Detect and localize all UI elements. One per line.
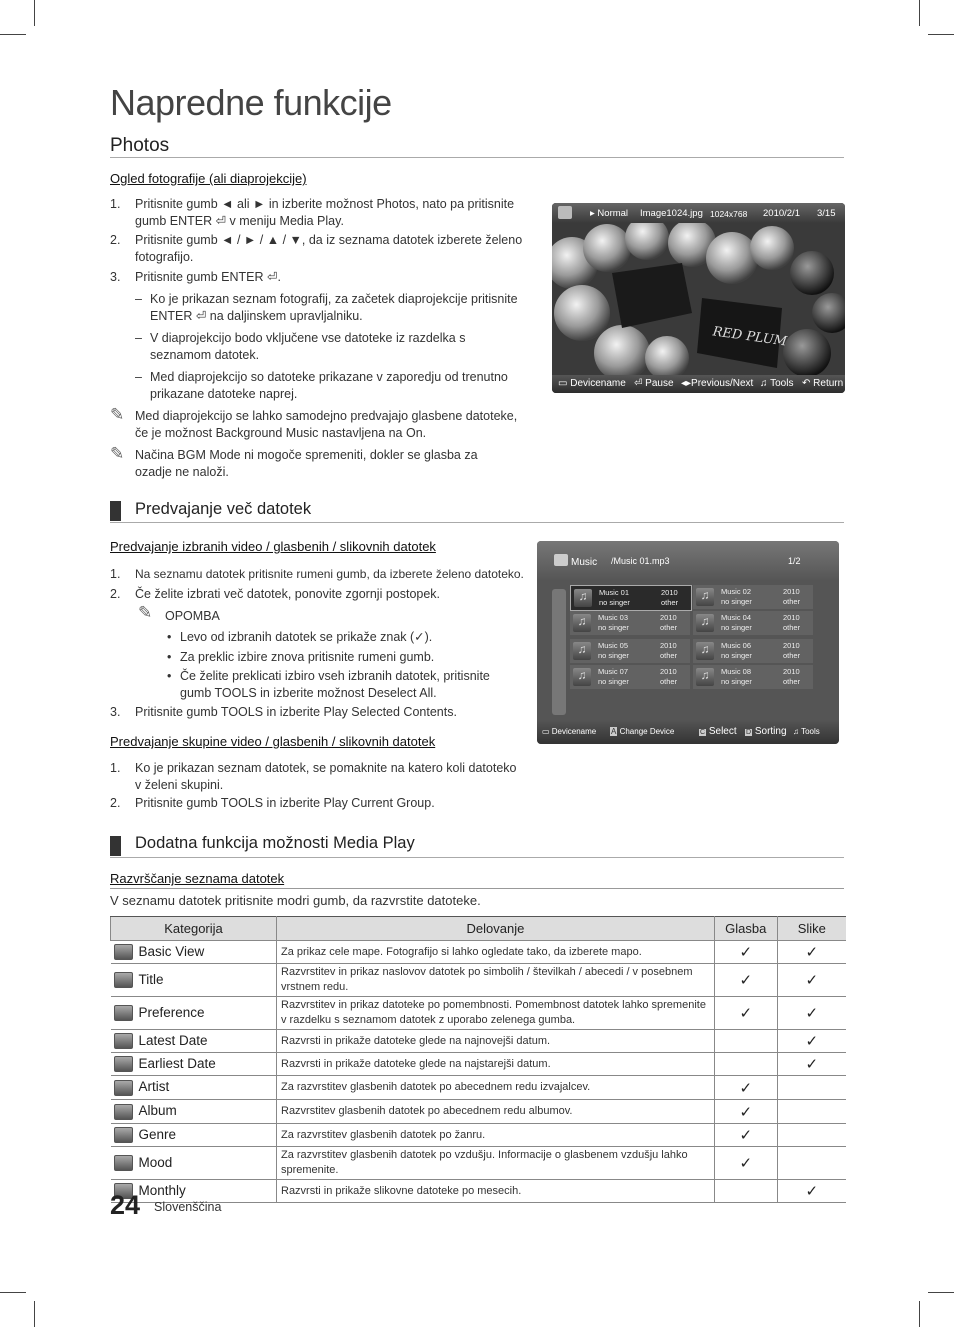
step-text: Ko je prikazan seznam datotek, se pomaknite na katero koli datoteko v želeni skupini. [135, 761, 517, 792]
table-row [111, 997, 847, 1030]
music-check: ✓ [714, 1124, 777, 1147]
crop-mark [919, 0, 920, 26]
step-text: Pritisnite gumb TOOLS in izberite Play Current Group. [135, 796, 435, 810]
music-grid [570, 585, 820, 715]
music-title: Music 02 no singer [721, 587, 752, 606]
note-pencil-icon: ✎ [110, 405, 125, 424]
music-list-screen [537, 541, 839, 744]
step-number: 1. [110, 567, 121, 581]
photo-check: ✓ [777, 1030, 846, 1053]
photo-check: ✓ [777, 964, 846, 997]
category-icon [114, 1033, 133, 1049]
extra-intro: V seznamu datotek pritisnite modri gumb, da razvrstite datoteke. [110, 893, 481, 908]
file-name: Image1024.jpg [640, 208, 703, 219]
extra-heading: Dodatna funkcija možnosti Media Play [135, 834, 415, 852]
photo-check: ✓ [777, 1053, 846, 1076]
photo-counter: 3/15 [817, 208, 836, 219]
dash-text: Ko je prikazan seznam fotografij, za začetek diaprojekcije pritisnite ENTER ⏎ na daljinskem upravljalniku. [150, 292, 518, 323]
table-row [111, 1030, 847, 1053]
music-title: Music 07 no singer [598, 667, 629, 686]
crop-mark [928, 34, 954, 35]
music-meta: 2010 other [660, 667, 678, 686]
music-meta: 2010 other [783, 587, 801, 606]
tools-button[interactable]: ♫ Tools [793, 727, 820, 736]
description-cell: Razvrstitev in prikaz naslovov datotek po simbolih / številkah / abecedi / v posebnem vrstnem redu. [277, 964, 715, 997]
dash-mark: – [135, 292, 142, 306]
category-icon [114, 1005, 133, 1021]
category-cell: Preference [111, 997, 277, 1030]
return-button[interactable]: ↶ Return [802, 378, 844, 389]
page-number: 24 [110, 1190, 141, 1220]
divider [110, 157, 844, 158]
music-note-icon: ♫ [574, 589, 592, 607]
step-text: Pritisnite gumb ◄ / ► / ▲ / ▼, da iz seznama datotek izberete želeno fotografijo. [135, 233, 523, 264]
music-note-icon: ♫ [696, 588, 714, 606]
crop-mark [919, 1301, 920, 1327]
music-meta: 2010 other [660, 613, 678, 632]
photos-subheading: Ogled fotografije (ali diaprojekcije) [110, 171, 307, 186]
music-item[interactable] [570, 611, 690, 635]
music-check: ✓ [714, 964, 777, 997]
category-cell: Earliest Date [111, 1053, 277, 1076]
divider [110, 522, 844, 523]
music-check: ✓ [714, 941, 777, 964]
col-header-category: Kategorija [111, 917, 277, 941]
music-title: Music 05 no singer [598, 641, 629, 660]
music-note-icon: ♫ [696, 614, 714, 632]
category-cell: Monthly [111, 1180, 277, 1203]
music-control-bar [537, 720, 839, 744]
photo-check: ✓ [777, 997, 846, 1030]
step-text: Na seznamu datotek pritisnite rumeni gumb, da izberete želeno datoteko. [135, 567, 524, 581]
table-row [111, 941, 847, 964]
music-note-icon: ♫ [573, 668, 591, 686]
music-check: ✓ [714, 1100, 777, 1124]
multi-subheading-1: Predvajanje izbranih video / glasbenih / slikovnih datotek [110, 539, 436, 554]
music-meta: 2010 other [660, 641, 678, 660]
music-item[interactable] [570, 665, 690, 689]
step-text: Pritisnite gumb ◄ ali ► in izberite možnost Photos, nato pa pritisnite gumb ENTER ⏎ v meniju Media Play. [135, 197, 515, 228]
step-number: 1. [110, 197, 121, 211]
category-cell: Title [111, 964, 277, 997]
category-icon [114, 1080, 133, 1096]
step-number: 2. [110, 587, 121, 601]
photo-slideshow-screen [552, 203, 845, 393]
category-icon [114, 972, 133, 988]
music-item[interactable] [570, 585, 692, 611]
tools-button[interactable]: ♫ Tools [760, 378, 794, 389]
description-cell: Razvrsti in prikaže datoteke glede na najstarejši datum. [277, 1053, 715, 1076]
description-cell: Za razvrstitev glasbenih datotek po žanru. [277, 1124, 715, 1147]
music-check: ✓ [714, 1076, 777, 1100]
music-check: ✓ [714, 997, 777, 1030]
section-marker [110, 836, 121, 856]
music-icon [554, 554, 568, 566]
page-title: Napredne funkcije [110, 82, 392, 123]
prev-next-button[interactable]: ◂▸Previous/Next [681, 378, 754, 389]
note-pencil-icon: ✎ [110, 444, 125, 463]
photo-check: ✓ [777, 941, 846, 964]
slideshow-info-bar [552, 203, 845, 223]
note-text: Med diaprojekcijo se lahko samodejno predvajajo glasbene datoteke, če je možnost Background Music nastavljena na On. [135, 409, 518, 440]
bullet-text: Za preklic izbire znova pritisnite rumeni gumb. [180, 650, 435, 664]
dash-mark: – [135, 370, 142, 384]
category-cell: Latest Date [111, 1030, 277, 1053]
col-header-action: Delovanje [277, 917, 715, 941]
divider [110, 888, 844, 889]
multi-subheading-2: Predvajanje skupine video / glasbenih / slikovnih datotek [110, 734, 436, 749]
category-icon [114, 1155, 133, 1171]
extra-subheading: Razvrščanje seznama datotek [110, 871, 285, 886]
description-cell: Za razvrstitev glasbenih datotek po vzdušju. Informacije o glasbenem vzdušju lahko spremenite. [277, 1147, 715, 1180]
table-row [111, 1124, 847, 1147]
music-item[interactable] [570, 639, 690, 663]
play-mode-indicator: ▸ Normal [590, 208, 629, 219]
music-check [714, 1030, 777, 1053]
music-meta: 2010 other [783, 667, 801, 686]
divider [110, 857, 844, 858]
photos-heading: Photos [110, 135, 170, 156]
step-number: 2. [110, 233, 121, 247]
device-button[interactable]: ▭ Devicename [542, 727, 597, 736]
note-pencil-icon: ✎ [138, 603, 153, 622]
bullet: • [167, 650, 172, 664]
screen-label: Music [571, 557, 598, 568]
music-header [537, 541, 839, 581]
bullet-text: Če želite preklicati izbiro vseh izbranih datotek, pritisnite gumb TOOLS in izberite možnost Deselect All. [180, 669, 490, 700]
description-cell: Razvrsti in prikaže datoteke glede na najnovejši datum. [277, 1030, 715, 1053]
description-cell: Razvrstitev in prikaz datoteke po pomembnosti. Pomembnost datotek lahko spremenite v razdelku s seznamom datotek z uporabo zelenega gumba. [277, 997, 715, 1030]
table-row [111, 1053, 847, 1076]
table-row [111, 1147, 847, 1180]
table-row [111, 1076, 847, 1100]
slideshow-control-bar [552, 375, 845, 393]
music-title: Music 06 no singer [721, 641, 752, 660]
crop-mark [928, 1292, 954, 1293]
photo-check [777, 1076, 846, 1100]
music-check [714, 1053, 777, 1076]
music-note-icon: ♫ [696, 642, 714, 660]
music-item[interactable] [693, 665, 813, 689]
step-number: 1. [110, 761, 121, 775]
bullet: • [167, 669, 172, 683]
price-sign-text: RED PLUM [711, 324, 788, 350]
bullet: • [167, 630, 172, 644]
pause-button[interactable]: ⏎ Pause [634, 378, 674, 389]
music-title: Music 01 no singer [599, 588, 630, 607]
select-button[interactable]: C Select [700, 726, 737, 737]
category-cell: Artist [111, 1076, 277, 1100]
description-cell: Za razvrstitev glasbenih datotek po abecednem redu izvajalcev. [277, 1076, 715, 1100]
page-indicator: 1/2 [788, 556, 801, 566]
footer-language: Slovenščina [154, 1200, 222, 1214]
section-marker [110, 501, 121, 521]
description-cell: Za prikaz cele mape. Fotografijo si lahko ogledate tako, da izberete mapo. [277, 941, 715, 964]
current-path: /Music 01.mp3 [611, 556, 670, 566]
step-number: 2. [110, 796, 121, 810]
category-cell: Genre [111, 1124, 277, 1147]
music-note-icon: ♫ [573, 614, 591, 632]
dash-text: V diaprojekcijo bodo vključene vse datoteke iz razdelka s seznamom datotek. [150, 331, 466, 362]
music-check: ✓ [714, 1147, 777, 1180]
crop-mark [34, 1301, 35, 1327]
device-button[interactable]: ▭ Devicename [558, 378, 626, 389]
table-row [111, 964, 847, 997]
category-cell: Mood [111, 1147, 277, 1180]
category-icon [114, 1127, 133, 1143]
step-text: Če želite izbrati več datotek, ponovite zgornji postopek. [135, 587, 441, 601]
description-cell: Razvrstitev glasbenih datotek po abecednem redu albumov. [277, 1100, 715, 1124]
music-check [714, 1180, 777, 1203]
note-text: Načina BGM Mode ni mogoče spremeniti, dokler se glasba za ozadje ne naloži. [135, 448, 478, 479]
music-meta: 2010 other [783, 613, 801, 632]
change-device-button[interactable]: A Change Device [611, 727, 675, 736]
step-number: 3. [110, 270, 121, 284]
music-meta: 2010 other [783, 641, 801, 660]
photo-check [777, 1147, 846, 1180]
photo-check: ✓ [777, 1180, 846, 1203]
crop-mark [0, 34, 26, 35]
bullet-text: Levo od izbranih datotek se prikaže znak (✓). [180, 630, 433, 644]
music-note-icon: ♫ [696, 668, 714, 686]
col-header-photos: Slike [777, 917, 846, 941]
category-icon [114, 1104, 133, 1120]
table-row [111, 1100, 847, 1124]
resolution: 1024x768 [710, 209, 748, 219]
sorting-table [110, 916, 846, 1203]
music-title: Music 08 no singer [721, 667, 752, 686]
music-note-icon: ♫ [573, 642, 591, 660]
music-meta: 2010 other [661, 588, 679, 607]
step-text: Pritisnite gumb ENTER ⏎. [135, 270, 281, 284]
step-number: 3. [110, 705, 121, 719]
description-cell: Razvrsti in prikaže slikovne datoteke po mesecih. [277, 1180, 715, 1203]
music-item[interactable] [693, 585, 813, 609]
dash-mark: – [135, 331, 142, 345]
category-icon [114, 1056, 133, 1072]
photo-icon [558, 206, 572, 219]
music-item[interactable] [693, 639, 813, 663]
fruit-photo [552, 203, 845, 393]
sorting-button[interactable]: D Sorting [746, 726, 787, 737]
photo-date: 2010/2/1 [763, 208, 800, 219]
dash-text: Med diaprojekcijo so datoteke prikazane v zaporedju od trenutno prikazane datoteke naprej. [150, 370, 508, 401]
music-title: Music 03 no singer [598, 613, 629, 632]
multi-heading: Predvajanje več datotek [135, 500, 312, 518]
category-sidebar[interactable] [552, 589, 566, 715]
photo-check [777, 1100, 846, 1124]
music-item[interactable] [693, 611, 813, 635]
category-cell: Basic View [111, 941, 277, 964]
crop-mark [34, 0, 35, 26]
category-icon [114, 944, 133, 960]
music-title: Music 04 no singer [721, 613, 752, 632]
step-text: Pritisnite gumb TOOLS in izberite Play Selected Contents. [135, 705, 457, 719]
col-header-music: Glasba [714, 917, 777, 941]
category-cell: Album [111, 1100, 277, 1124]
crop-mark [0, 1292, 26, 1293]
photo-check [777, 1124, 846, 1147]
note-label: OPOMBA [165, 609, 220, 623]
